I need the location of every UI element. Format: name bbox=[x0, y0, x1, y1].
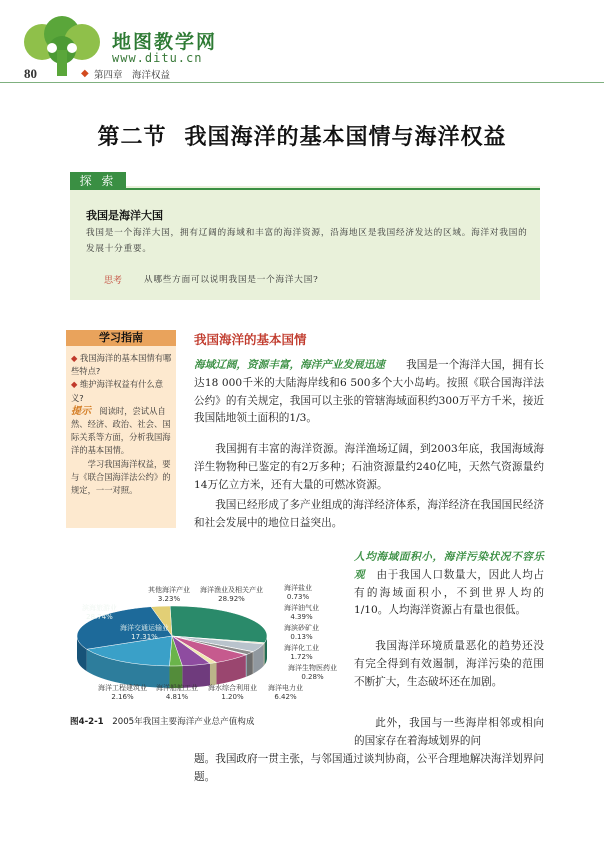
page-number: 80 bbox=[24, 66, 37, 81]
slice-label bbox=[284, 584, 312, 602]
slice-label-value: 0.28% bbox=[301, 673, 324, 681]
paragraph-5: 我国海洋环境质量恶化的趋势还没有完全得到有效遏制，海洋污染的范围不断扩大，生态破坏还在加剧。 bbox=[354, 640, 544, 688]
slice-label bbox=[120, 624, 169, 642]
diamond-icon: ◆ bbox=[81, 68, 89, 79]
slice-label-name: 海洋船舶工业 bbox=[156, 684, 198, 692]
slice-label-name: 海水综合利用业 bbox=[208, 684, 257, 692]
pie-side-海洋盐业 bbox=[264, 643, 265, 666]
think-label: 思考 bbox=[104, 276, 123, 286]
logo-url: www.ditu.cn bbox=[112, 51, 203, 65]
paragraph-6: 此外，我国与一些海岸相邻或相向的国家存在着海域划界的问 bbox=[354, 717, 544, 747]
slice-label-name: 海洋生物医药业 bbox=[288, 664, 337, 672]
slice-label-value: 0.13% bbox=[290, 633, 313, 641]
paragraph-3: 我国已经形成了多产业组成的海洋经济体系，海洋经济在我国国民经济和社会发展中的地位日益突出。 bbox=[194, 499, 544, 529]
slice-label bbox=[98, 684, 147, 702]
slice-label-value: 6.42% bbox=[274, 693, 297, 701]
slice-label-value: 1.72% bbox=[290, 653, 313, 661]
slice-label bbox=[268, 684, 303, 702]
slice-label bbox=[284, 604, 319, 622]
page-title bbox=[0, 120, 604, 151]
guide-tip-2: 学习我国海洋权益，要与《联合国海洋法公约》的规定，一一对照。 bbox=[71, 458, 171, 496]
guide-item: ◆ 我国海洋的基本国情有哪些特点? bbox=[71, 353, 172, 377]
explore-text: 我国是一个海洋大国，拥有辽阔的海域和丰富的海洋资源，沿海地区是我国经济发达的区域。海洋对我国的发展十分重要。 bbox=[86, 228, 528, 254]
section-number: 第二节 bbox=[97, 124, 167, 150]
pie-side-海水综合利用业 bbox=[210, 663, 216, 686]
paragraph-1: 海域辽阔，资源丰富，海洋产业发展迅速 我国是一个海洋大国，拥有长达18 000千米的大陆海岸线和6 500多个大小岛屿。按照《联合国海洋法公约》的有关规定，我国可以主张的管辖海域面积约300万平方千米，接近我国陆地领土面积的1/3。 bbox=[194, 359, 545, 425]
study-guide-title: 学习指南 bbox=[66, 330, 176, 346]
slice-label-name: 海洋油气业 bbox=[284, 604, 319, 612]
chapter-label: 第四章 海洋权益 bbox=[94, 70, 171, 81]
explore-divider bbox=[70, 188, 540, 190]
figure-caption bbox=[70, 715, 254, 727]
slice-label-name: 海洋电力业 bbox=[268, 684, 303, 692]
slice-label-value: 4.81% bbox=[165, 693, 189, 701]
slice-label-value: 4.39% bbox=[290, 613, 313, 621]
slice-label bbox=[208, 684, 257, 702]
think-text: 从哪些方面可以说明我国是一个海洋大国? bbox=[144, 275, 319, 285]
slice-label-value: 28.74% bbox=[86, 613, 113, 621]
study-guide-content bbox=[71, 352, 173, 497]
figure-title: 2005年我国主要海洋产业总产值构成 bbox=[112, 717, 255, 727]
section-heading: 我国海洋的基本国情 bbox=[194, 332, 307, 347]
slice-label-value: 1.20% bbox=[221, 693, 244, 701]
slice-label bbox=[82, 604, 117, 622]
slice-label-value: 2.16% bbox=[111, 693, 134, 701]
slice-label-value: 17.31% bbox=[131, 633, 158, 641]
paragraph-4: 人均海域面积小，海洋污染状况不容乐观 由于我国人口数量大，因此人均占有的海域面积小，不到世界人均的1/10。人均海洋资源占有量也很低。 bbox=[354, 551, 545, 617]
tip-text: 阅读时，尝试从自然、经济、政治、社会、国际关系等方面，分析我国海洋的基本国情。 bbox=[71, 405, 171, 456]
slice-label-name: 其他海洋产业 bbox=[148, 586, 190, 594]
paragraph-2: 我国拥有丰富的海洋资源。海洋渔场辽阔，到2003年底，我国海域海洋生物物种已鉴定的有2万多种；石油资源量约240亿吨，天然气资源量约14万亿立方米，还有大量的可燃冰资源。 bbox=[194, 443, 544, 491]
pie-side-海洋生物医药业 bbox=[246, 654, 247, 676]
section-title: 我国海洋的基本国情与海洋权益 bbox=[184, 124, 507, 150]
slice-label-name: 海洋工程建筑业 bbox=[98, 684, 147, 692]
slice-label-value: 3.23% bbox=[157, 595, 181, 603]
slice-label bbox=[200, 586, 263, 604]
pie-side-海洋化工业 bbox=[247, 652, 253, 677]
slice-label bbox=[284, 644, 319, 662]
paragraph-7: 题。我国政府一贯主张，与邻国通过谈判协商，公平合理地解决海洋划界问题。 bbox=[194, 753, 544, 783]
slice-label-name: 海洋渔业及相关产业 bbox=[200, 586, 263, 594]
diamond-icon: ◆ bbox=[71, 379, 81, 390]
slice-label bbox=[156, 684, 198, 702]
explore-tab: 探 索 bbox=[70, 172, 126, 190]
paragraph-lead: 人均海域面积小，海洋污染状况不容乐观 bbox=[354, 551, 544, 581]
explore-heading: 我国是海洋大国 bbox=[86, 209, 163, 222]
header-divider bbox=[0, 82, 604, 83]
diamond-icon: ◆ bbox=[71, 353, 81, 363]
tip-label: 提示 bbox=[71, 405, 91, 417]
slice-label-name: 海滨砂矿业 bbox=[284, 624, 319, 632]
slice-label bbox=[148, 586, 190, 604]
pie-chart bbox=[70, 580, 350, 710]
slice-label-value: 28.92% bbox=[218, 595, 245, 603]
slice-label-name: 海洋盐业 bbox=[284, 584, 312, 592]
slice-label-name: 海洋化工业 bbox=[284, 644, 319, 652]
slice-label-value: 0.73% bbox=[286, 593, 310, 601]
slice-label-name: 海洋交通运输业 bbox=[120, 624, 169, 632]
slice-label bbox=[288, 664, 337, 682]
guide-item: ◆ 维护海洋权益有什么意义? bbox=[71, 379, 164, 403]
guide-tip bbox=[71, 405, 173, 458]
paragraph-lead: 海域辽阔，资源丰富，海洋产业发展迅速 bbox=[194, 359, 385, 371]
slice-label-name: 滨海旅游业 bbox=[82, 604, 117, 612]
logo-title: 地图教学网 bbox=[112, 31, 218, 53]
slice-label bbox=[284, 624, 319, 642]
figure-label: 图4-2-1 bbox=[70, 717, 104, 727]
